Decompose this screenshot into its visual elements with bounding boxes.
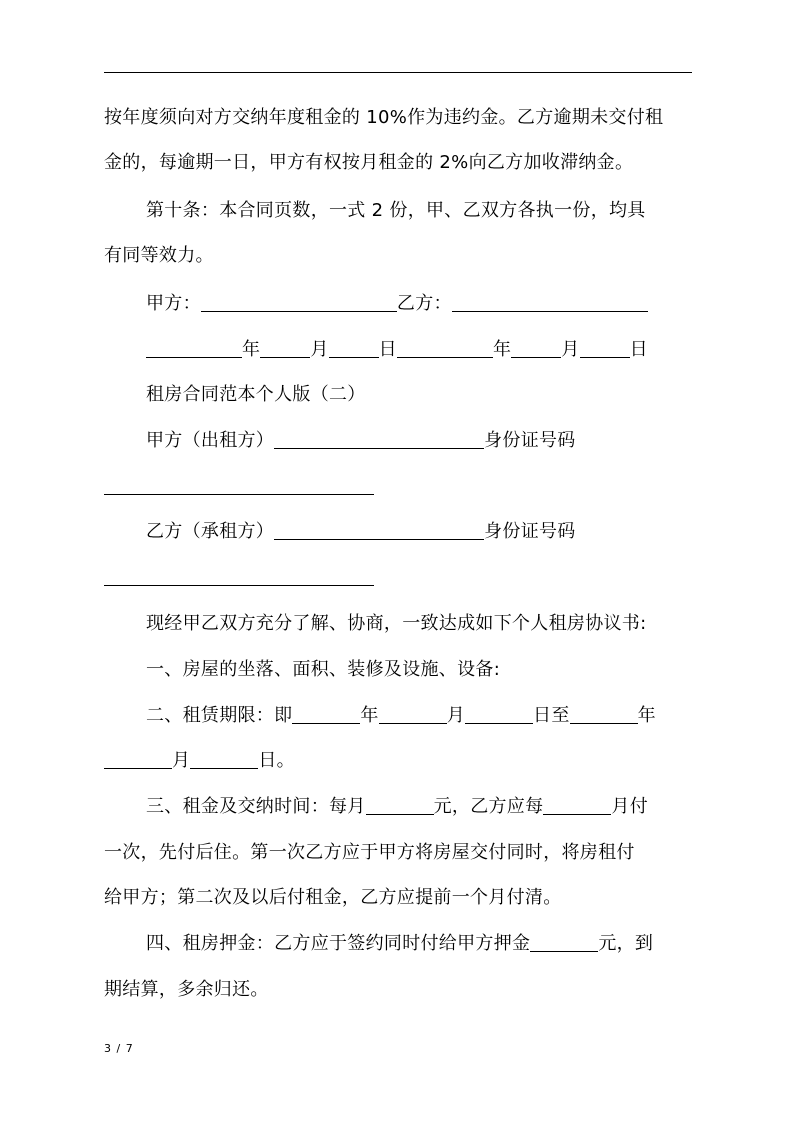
month-label: 月: [310, 339, 329, 360]
lessee-blank: [274, 521, 484, 540]
blank: [104, 750, 172, 769]
item-four-label: 四、租房押金：乙方应于签约同时付给甲方押金: [146, 933, 531, 954]
party-a-blank: [201, 293, 397, 312]
month-label: 月: [446, 705, 466, 726]
party-a-label: 甲方：: [146, 293, 201, 314]
blank: [190, 750, 258, 769]
blank: [292, 705, 360, 724]
blank: [397, 339, 493, 358]
lessor-id-label: 身份证号码: [484, 430, 576, 451]
lessor-id-blank: [104, 476, 374, 495]
blank: [260, 339, 310, 358]
day-label: 日: [629, 339, 648, 360]
year-label: 年: [492, 339, 512, 360]
item-four-line: [146, 932, 653, 956]
lessee-label: 乙方（承租方）: [146, 521, 275, 542]
blank: [379, 705, 447, 724]
blank: [366, 796, 434, 815]
page-number: 3 / 7: [104, 1042, 134, 1055]
blank: [530, 933, 598, 952]
blank: [543, 796, 611, 815]
lessee-id-label: 身份证号码: [484, 521, 576, 542]
blank: [146, 339, 242, 358]
party-b-label: 乙方：: [396, 293, 452, 314]
blank: [465, 705, 533, 724]
month-label: 月: [561, 339, 580, 360]
item-three-line: 一次，先付后住。第一次乙方应于甲方将房屋交付同时，将房租付: [104, 842, 635, 863]
signature-line: [146, 292, 648, 316]
item-two-line: [104, 749, 295, 773]
item-four-line: 期结算，多余归还。: [104, 979, 269, 1000]
item-two-line: [146, 704, 656, 728]
day-label: 日: [378, 339, 397, 360]
paragraph-line: 按年度须向对方交纳年度租金的 10%作为违约金。乙方逾期未交付租: [104, 107, 664, 128]
year-label: 年: [360, 705, 379, 726]
blank: [329, 339, 379, 358]
lessee-id-line: [104, 566, 374, 590]
year-label: 年: [637, 705, 656, 726]
day-to-label: 日至: [533, 705, 570, 726]
item-two-label: 二、租赁期限：即: [146, 705, 293, 726]
day-end-label: 日。: [258, 750, 295, 771]
lessor-line: [146, 429, 576, 453]
item-three-line: [146, 795, 648, 819]
article-ten-line: 有同等效力。: [104, 245, 214, 266]
year-label: 年: [242, 339, 261, 360]
lessor-id-line: [104, 475, 374, 499]
item-one: 一、房屋的坐落、面积、装修及设施、设备:: [146, 659, 501, 680]
yuan-label: 元，乙方应每: [433, 796, 544, 817]
lessor-blank: [274, 430, 484, 449]
pay-label: 月付: [611, 796, 649, 817]
yuan-label: 元，到: [598, 933, 654, 954]
party-b-blank: [452, 293, 648, 312]
article-ten-line: 第十条：本合同页数，一式 2 份，甲、乙双方各执一份，均具: [146, 200, 646, 221]
section-title: 租房合同范本个人版（二）: [146, 384, 366, 405]
blank: [570, 705, 638, 724]
date-line: [146, 338, 648, 362]
month-label: 月: [172, 750, 191, 771]
intro-line: 现经甲乙双方充分了解、协商，一致达成如下个人租房协议书:: [146, 613, 647, 634]
lessee-id-blank: [104, 567, 374, 586]
lessee-line: [146, 520, 576, 544]
blank: [511, 339, 561, 358]
item-three-line: 给甲方；第二次及以后付租金，乙方应提前一个月付清。: [104, 887, 562, 908]
item-three-label: 三、租金及交纳时间：每月: [146, 796, 366, 817]
lessor-label: 甲方（出租方）: [146, 430, 275, 451]
paragraph-line: 金的，每逾期一日，甲方有权按月租金的 2%向乙方加收滞纳金。: [104, 152, 634, 173]
header-rule: [104, 72, 692, 73]
blank: [580, 339, 630, 358]
